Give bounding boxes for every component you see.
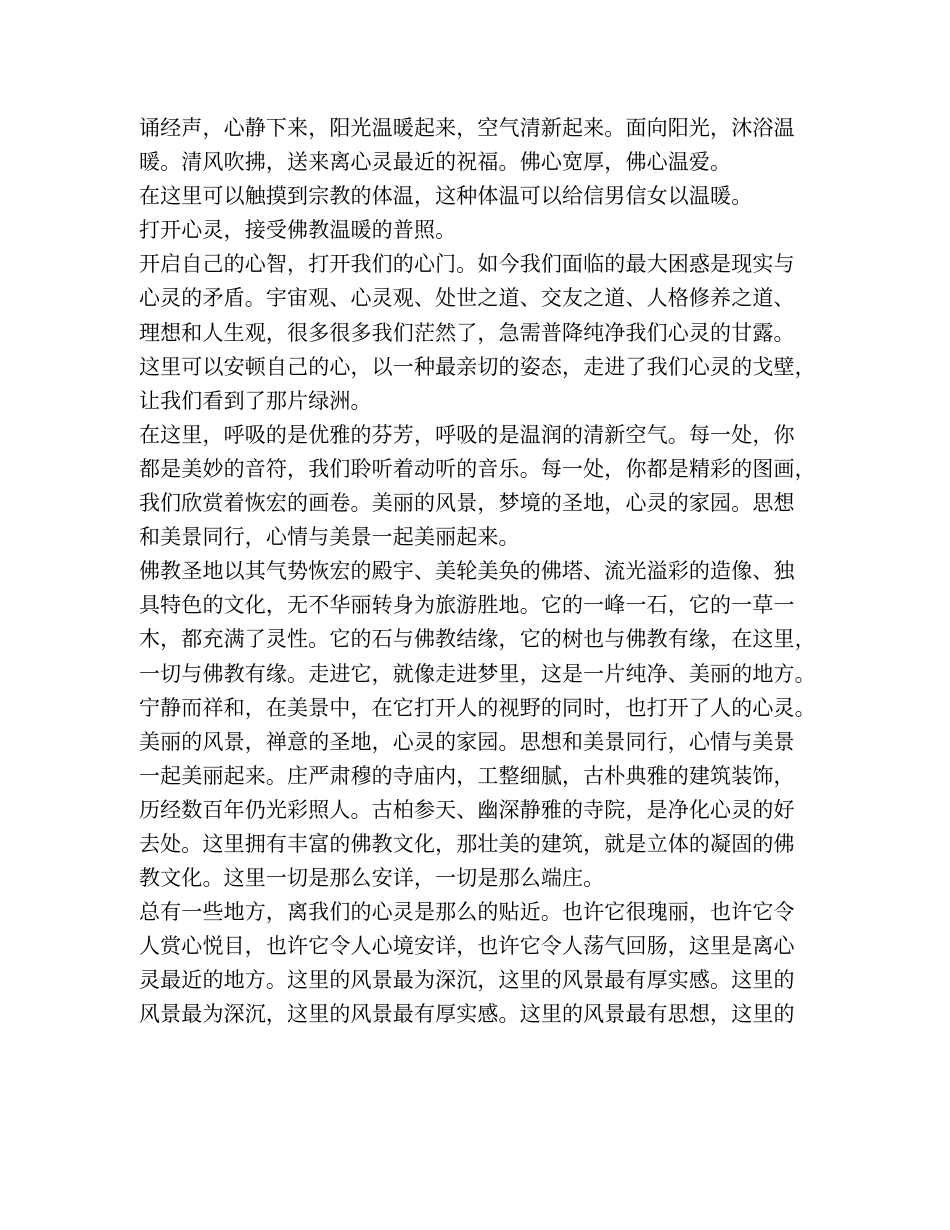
text-line: 美丽的风景，禅意的圣地，心灵的家园。思想和美景同行，心情与美景: [139, 729, 795, 754]
text-line: 让我们看到了那片绿洲。: [139, 388, 372, 413]
text-line: 去处。这里拥有丰富的佛教文化，那壮美的建筑，就是立体的凝固的佛: [139, 831, 795, 856]
text-line: 一起美丽起来。庄严肃穆的寺庙内，工整细腻，古朴典雅的建筑装饰，: [139, 763, 795, 788]
text-line: 开启自己的心智，打开我们的心门。如今我们面临的最大困惑是现实与: [139, 252, 795, 277]
text-line: 暖。清风吹拂，送来离心灵最近的祝福。佛心宽厚，佛心温爱。: [139, 150, 732, 175]
text-line: 在这里可以触摸到宗教的体温，这种体温可以给信男信女以温暖。: [139, 184, 753, 209]
text-line: 教文化。这里一切是那么安详，一切是那么端庄。: [139, 866, 605, 891]
text-line: 理想和人生观，很多很多我们茫然了，急需普降纯净我们心灵的甘露。: [139, 320, 795, 345]
text-line: 心灵的矛盾。宇宙观、心灵观、处世之道、交友之道、人格修养之道、: [139, 286, 795, 311]
text-line: 灵最近的地方。这里的风景最为深沉，这里的风景最有厚实感。这里的: [139, 968, 795, 993]
body-text: [139, 111, 829, 1032]
text-line: 打开心灵，接受佛教温暖的普照。: [139, 218, 457, 243]
text-line: 佛教圣地以其气势恢宏的殿宇、美轮美奂的佛塔、流光溢彩的造像、独: [139, 559, 795, 584]
text-line: 都是美妙的音符，我们聆听着动听的音乐。每一处，你都是精彩的图画，: [139, 456, 816, 481]
text-line: 在这里，呼吸的是优雅的芬芳，呼吸的是温润的清新空气。每一处，你: [139, 422, 795, 447]
text-line: 历经数百年仍光彩照人。古柏参天、幽深静雅的寺院，是净化心灵的好: [139, 797, 795, 822]
text-line: 我们欣赏着恢宏的画卷。美丽的风景，梦境的圣地，心灵的家园。思想: [139, 491, 795, 516]
text-line: 诵经声，心静下来，阳光温暖起来，空气清新起来。面向阳光，沐浴温: [139, 116, 795, 140]
text-line: 宁静而祥和，在美景中，在它打开人的视野的同时，也打开了人的心灵。: [139, 695, 816, 720]
text-line: 木，都充满了灵性。它的石与佛教结缘，它的树也与佛教有缘，在这里，: [139, 627, 816, 652]
text-line: 一切与佛教有缘。走进它，就像走进梦里，这是一片纯净、美丽的地方。: [139, 661, 816, 686]
text-line: 这里可以安顿自己的心，以一种最亲切的姿态，走进了我们心灵的戈壁，: [139, 354, 816, 379]
text-line: 人赏心悦目，也许它令人心境安详，也许它令人荡气回肠，这里是离心: [139, 934, 795, 959]
text-line: 风景最为深沉，这里的风景最有厚实感。这里的风景最有思想，这里的: [139, 1002, 795, 1027]
text-line: 具特色的文化，无不华丽转身为旅游胜地。它的一峰一石，它的一草一: [139, 593, 795, 618]
text-line: 和美景同行，心情与美景一起美丽起来。: [139, 525, 520, 550]
text-line: 总有一些地方，离我们的心灵是那么的贴近。也许它很瑰丽，也许它令: [139, 900, 795, 925]
